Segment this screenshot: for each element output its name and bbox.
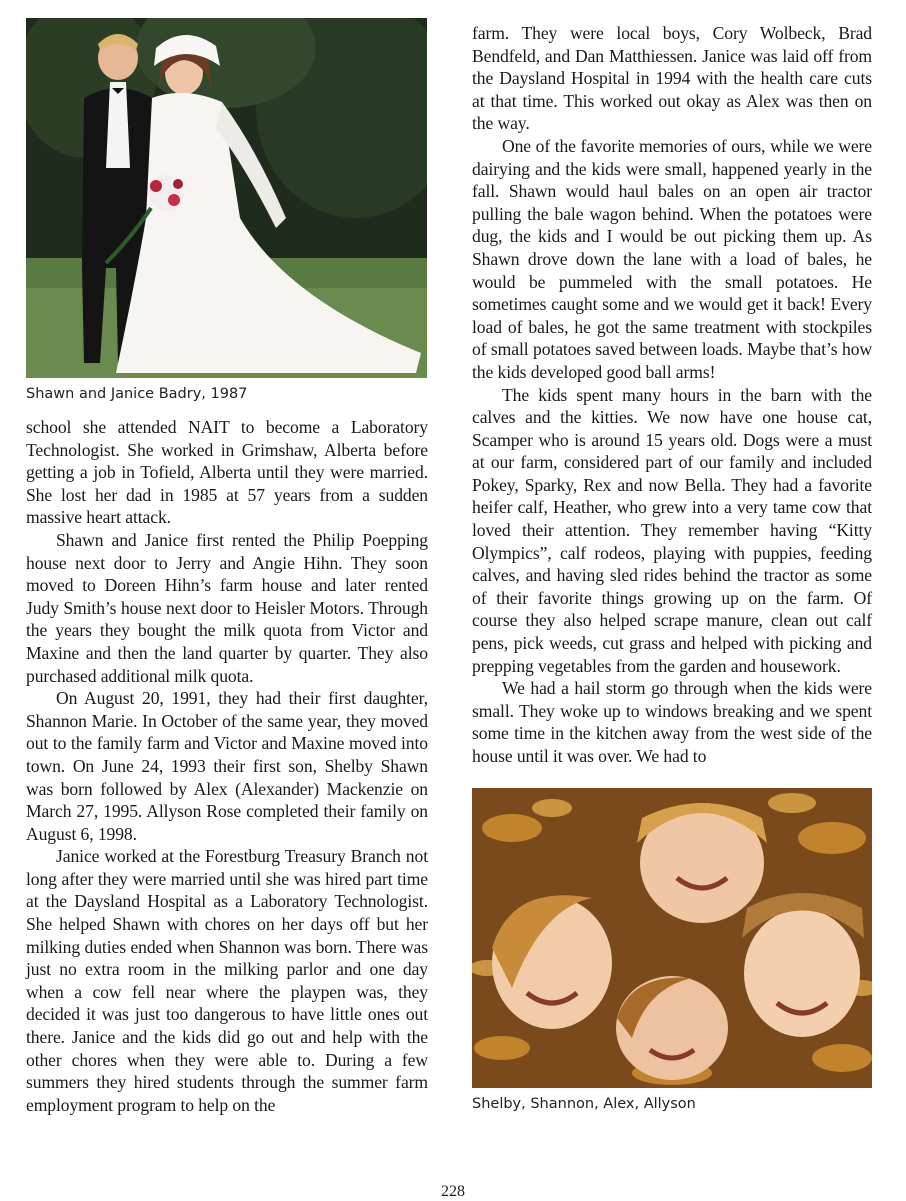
left-paragraph-3: On August 20, 1991, they had their first daughter, Shannon Marie. In October of the same year, they moved out to the family farm and Victor and Maxine moved into town. On June 24, 1993 their first son, Shelby Shawn was born followed by Alex (Alexander) Mackenzie on March 27, 1995. Allyson Rose completed their family on August 6, 1998. [26,688,428,844]
left-paragraph-4: Janice worked at the Forestburg Treasury Branch not long after they were married until she was hired part time at the Daysland Hospital as a Laboratory Technologist. She helped Shawn with chores on her days off but her milking duties ended when Shannon was born. There was just no extra room in the milking parlor and one day when a cow fell near where the playpen was, they decided it was just too dangerous to have little ones out there. Janice and the kids did go out and help with the other chores when they were able to. During a few summers they hired students through the summer farm employment program to help on the [26,846,428,1115]
right-column [472,22,872,1112]
right-paragraph-1: farm. They were local boys, Cory Wolbeck, Brad Bendfeld, and Dan Matthiessen. Janice was laid off from the Daysland Hospital in 1994 with the health care cuts at that time. This worked out okay as Alex was then on the way. [472,23,872,134]
left-paragraph-2: Shawn and Janice first rented the Philip Poepping house next door to Jerry and Angie Hihn. They soon moved to Doreen Hihn’s farm house and later rented Judy Smith’s house next door to Heisler Motors. Through the years they bought the milk quota from Victor and Maxine and then the land quarter by quarter. They also purchased additional milk quota. [26,529,428,686]
right-column-text [472,22,872,768]
kids-photo-illustration [472,788,872,1088]
page-number: 228 [441,1183,465,1200]
left-paragraph-1: school she attended NAIT to become a Laboratory Technologist. She worked in Grimshaw, Alberta before getting a job in Tofield, Alberta until they were married. She lost her dad in 1985 at 57 years from a sudden massive heart attack. [26,417,428,528]
wedding-photo [26,18,427,378]
kids-photo [472,788,872,1088]
wedding-photo-illustration [26,18,427,378]
right-paragraph-2: One of the favorite memories of ours, while we were dairying and the kids were small, happened yearly in the fall. Shawn would haul bales on an open air tractor pulling the bale wagon behind. When the potatoes were dug, the kids and I would be out picking them up. As Shawn drove down the lane with a load of bales, he would be pummeled with the small potatoes. He sometimes caught some and we would get it back! Every load of bales, he got the same treatment with stockpiles of small potatoes saved between loads. Maybe that’s how the kids developed good ball arms! [472,135,872,382]
left-column-text [26,416,428,1116]
wedding-photo-caption: Shawn and Janice Badry, 1987 [26,386,248,402]
kids-photo-caption: Shelby, Shannon, Alex, Allyson [472,1095,696,1112]
right-paragraph-4: We had a hail storm go through when the kids were small. They woke up to windows breaking and we spent some time in the kitchen away from the west side of the house until it was over. We had to [472,678,872,766]
left-column [26,18,428,1116]
right-paragraph-3: The kids spent many hours in the barn with the calves and the kitties. We now have one house cat, Scamper who is around 15 years old. Dogs were a must at our farm, considered part of our family and included Pokey, Sparky, Rex and now Bella. They had a favorite heifer calf, Heather, who grew into a very tame cow that loved their attention. They remember having “Kitty Olympics”, calf rodeos, playing with puppies, feeding calves, and having sled rides behind the tractor as some of their favorite things growing up on the farm. Of course they also helped scrape manure, clean out calf pens, pick weeds, cut grass and helped with picking and prepping vegetables from the garden and housework. [472,384,872,676]
